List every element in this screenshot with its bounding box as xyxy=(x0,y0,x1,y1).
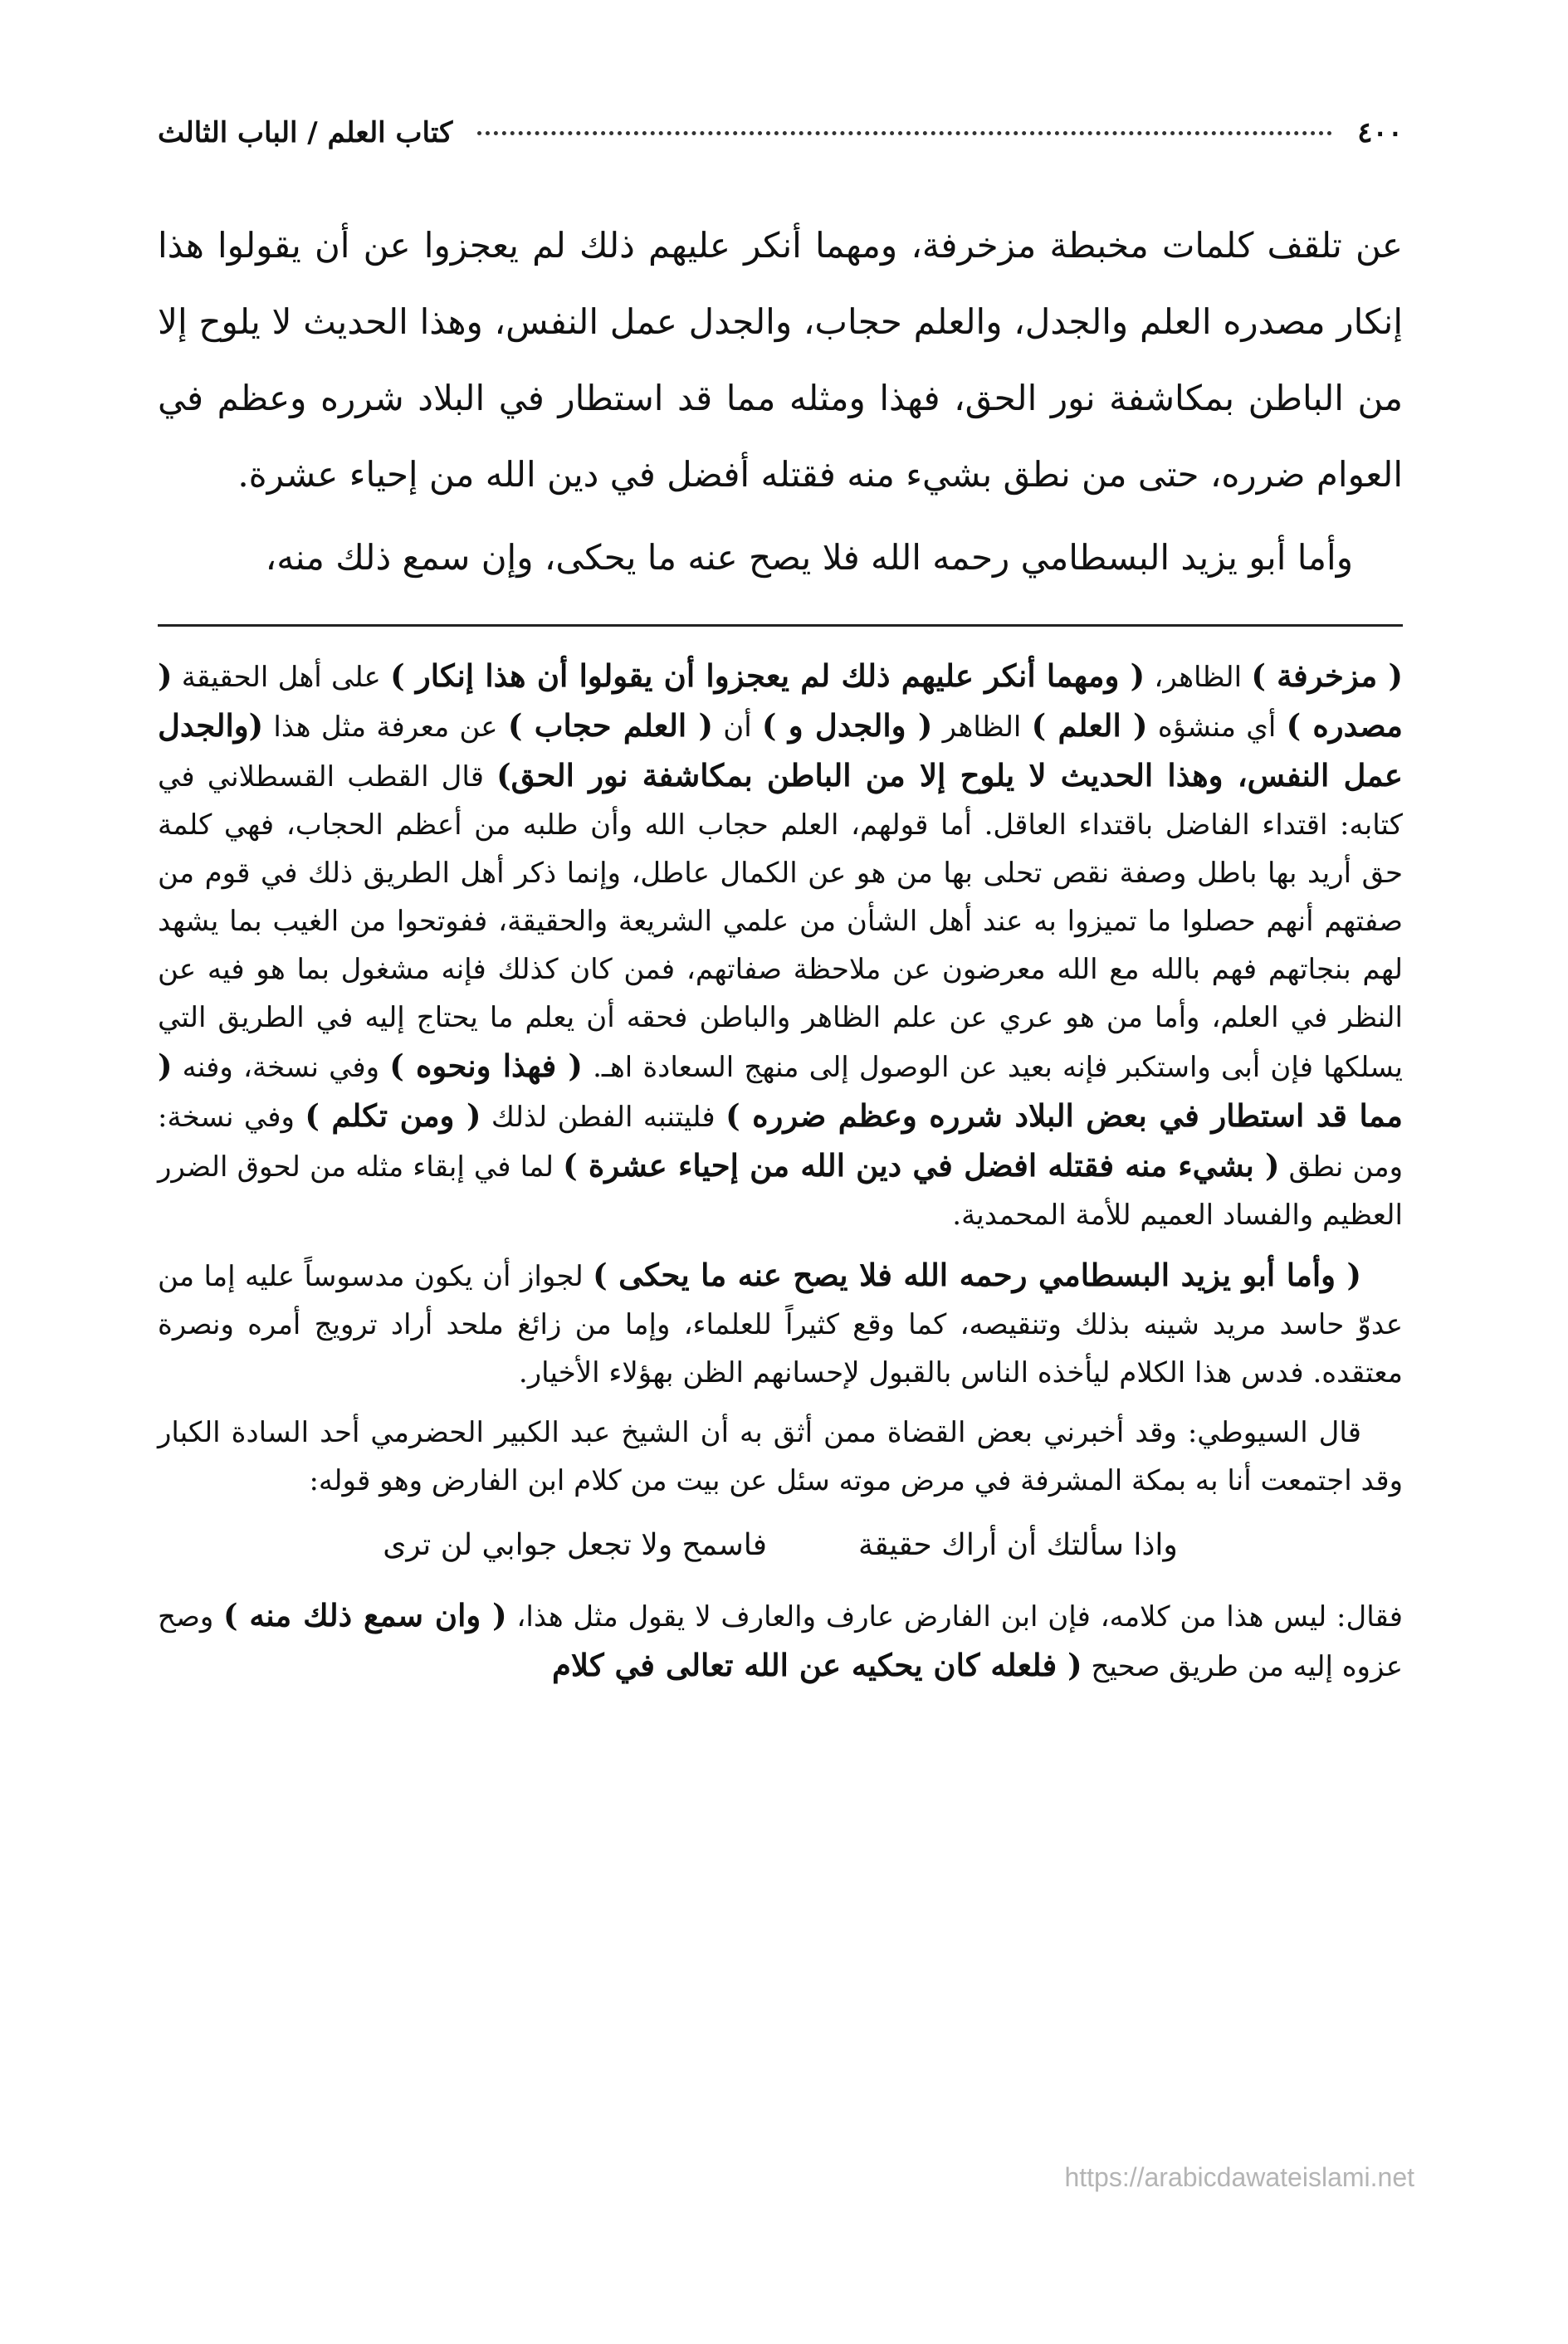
quoted-text: (والجدل عمل النفس، وهذا الحديث لا يلوح إلا من الباطن بمكاشفة نور الحق) xyxy=(158,707,1404,794)
main-paragraph: عن تلقف كلمات مخبطة مزخرفة، ومهما أنكر عليهم ذلك لم يعجزوا عن أن يقولوا هذا إنكار مصدره العلم والجدل، والعلم حجاب، والجدل عمل النفس، وهذا الحديث لا يلوح إلا من الباطن بمكاشفة نور الحق، فهذا ومثله مما قد استطار في البلاد شرره وعظم في العوام ضرره، حتى من نطق بشيء منه فقتله أفضل في دين الله من إحياء عشرة. xyxy=(158,225,1403,495)
verse-hemistich-second: فاسمح ولا تجعل جوابي لن ترى xyxy=(383,1528,767,1562)
quoted-text: ( ومهما أنكر عليهم ذلك لم يعجزوا أن يقولوا أن هذا إنكار ) xyxy=(390,657,1145,694)
commentary-text: فليتنبه الفطن لذلك xyxy=(481,1101,726,1134)
commentary-text: عن معرفة مثل هذا xyxy=(263,711,508,744)
commentary-text: الظاهر xyxy=(932,711,1032,744)
quoted-text: ( وان سمع ذلك منه ) xyxy=(223,1597,507,1633)
commentary-text: لما في إبقاء مثله من لحوق الضرر العظيم والفساد العميم للأمة المحمدية. xyxy=(158,1150,1403,1232)
quoted-text: ( فهذا ونحوه ) xyxy=(389,1047,583,1084)
running-header xyxy=(158,116,1403,174)
quoted-text: ( مصدره ) xyxy=(158,657,1403,744)
commentary-paragraph xyxy=(158,1251,1403,1397)
quoted-text: ( العلم ) xyxy=(1031,707,1148,744)
commentary-text: قال القطب القسطلاني في كتابه: اقتداء الفاضل باقتداء العاقل. أما قولهم، العلم حجاب الله وأن طلبه من أعظم الحجاب، فهي كلمة حق أريد بها باطل وصفة نقص تحلى بها من هو عن الكمال عاطل، وإنما ذكر أهل الطريق ذلك في قوم من صفتهم أنهم حصلوا ما تميزوا به عند أهل الشأن من علمي الشريعة والحقيقة، ففوتحوا من الغيب بما يشهد لهم بنجاتهم فهم بالله مع الله معرضون عن ملاحظة صفاتهم، فمن كان كذلك فإنه مشغول بما هو فيه عن النظر في العلم، وأما من هو عري عن علم الظاهر والباطن فحقه أن يعلم ما يحتاج إليه في الطريق التي يسلكها فإن أبى واستكبر فإنه بعيد عن الوصول إلى منهج السعادة اهـ. xyxy=(158,760,1403,1084)
commentary-text: أي منشؤه xyxy=(1147,711,1287,744)
commentary-text: أن xyxy=(712,711,762,744)
commentary-text: فقال: ليس هذا من كلامه، فإن ابن الفارض عارف والعارف لا يقول مثل هذا، xyxy=(506,1600,1404,1633)
quoted-text: ( وأما أبو يزيد البسطامي رحمه الله فلا يصح عنه ما يحكى ) xyxy=(593,1257,1361,1293)
poetry-verse xyxy=(158,1516,1403,1575)
quoted-text: ( العلم حجاب ) xyxy=(507,707,713,744)
header-dotted-leader xyxy=(477,131,1332,135)
commentary-text: لجواز أن يكون مدسوساً عليه إما من عدوّ حاسد مريد شينه بذلك وتنقيصه، كما وقع كثيراً للعلماء، وإما من زائغ ملحد أراد ترويج أمره ونصرة معتقده. فدس هذا الكلام ليأخذه الناس بالقبول لإحسانهم الظن بهؤلاء الأخيار. xyxy=(158,1260,1403,1389)
commentary-text: وفي نسخة: ومن نطق xyxy=(158,1101,1403,1184)
commentary-text: وصح عزوه إليه من طريق صحيح xyxy=(158,1600,1403,1683)
quoted-text: ( فلعله كان يحكيه عن الله تعالى في كلام xyxy=(551,1647,1082,1683)
quoted-text: ( ومن تكلم ) xyxy=(305,1097,481,1134)
chapter-title: كتاب العلم / الباب الثالث xyxy=(158,116,453,149)
quoted-text: ( بشيء منه فقتله افضل في دين الله من إحياء عشرة ) xyxy=(563,1147,1280,1184)
quoted-text: ( مزخرفة ) xyxy=(1251,657,1403,694)
book-page xyxy=(158,116,1403,1702)
commentary-text: الظاهر، xyxy=(1145,661,1252,694)
commentary-paragraph xyxy=(158,652,1403,1239)
commentary-text: وفي نسخة، وفنه xyxy=(172,1051,390,1084)
watermark-url: https://arabicdawateislami.net xyxy=(1064,2162,1414,2192)
commentary-text: على أهل الحقيقة xyxy=(172,661,391,694)
verse-hemistich-first: واذا سألتك أن أراك حقيقة xyxy=(857,1528,1178,1562)
separator-rule xyxy=(158,624,1403,627)
commentary-paragraph xyxy=(158,1591,1403,1691)
quoted-text: ( والجدل و ) xyxy=(761,707,933,744)
main-text xyxy=(158,208,1403,596)
quoted-text: ( مما قد استطار في بعض البلاد شرره وعظم ضرره ) xyxy=(158,1047,1403,1134)
main-paragraph: وأما أبو يزيد البسطامي رحمه الله فلا يصح عنه ما يحكى، وإن سمع ذلك منه، xyxy=(265,537,1353,578)
commentary-paragraph: قال السيوطي: وقد أخبرني بعض القضاة ممن أثق به أن الشيخ عبد الكبير الحضرمي أحد السادة الكبار وقد اجتمعت أنا به بمكة المشرفة في مرض موته سئل عن بيت من كلام ابن الفارض وهو قوله: xyxy=(158,1416,1403,1497)
page-number: ٤٠٠ xyxy=(1357,116,1403,149)
commentary xyxy=(158,652,1403,1691)
